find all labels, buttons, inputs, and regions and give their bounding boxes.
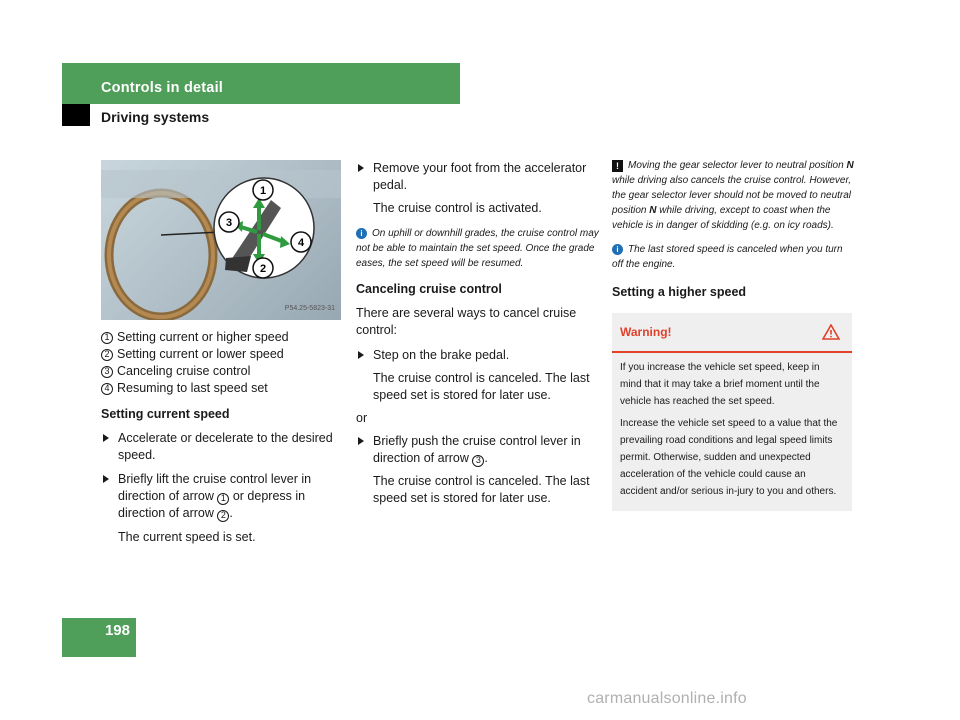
step-text: . (229, 506, 233, 520)
step-arrow-icon (358, 164, 364, 172)
step-arrow-icon (358, 437, 364, 445)
step-arrow-icon (103, 475, 109, 483)
figure-legend (101, 329, 345, 397)
figure-code: P54.25-5823-31 (284, 305, 335, 312)
legend-number: 3 (101, 366, 113, 378)
result-activated: The cruise control is activated. (373, 201, 542, 215)
heading-higher-speed: Setting a higher speed (612, 285, 747, 299)
legend-text: Setting current or lower speed (117, 347, 284, 361)
step-text: Remove your foot from the accelerator pedal. (373, 161, 587, 192)
page-number: 198 (62, 618, 136, 657)
result-canceled-1: The cruise control is canceled. The last speed set is stored for later use. (373, 371, 590, 402)
step-accelerate (101, 430, 345, 464)
legend-number: 1 (101, 332, 113, 344)
callout-2-label: 2 (259, 263, 267, 275)
column-1 (101, 160, 345, 546)
callout-1 (253, 180, 273, 200)
caution-note-neutral (612, 158, 854, 233)
note-text: On uphill or downhill grades, the cruise control may not be able to maintain the set speed. Once the grade eases, the set speed will be resumed. (356, 228, 599, 269)
caution-icon: ! (612, 160, 623, 172)
heading-canceling: Canceling cruise control (356, 282, 502, 296)
legend-number: 2 (101, 349, 113, 361)
note-text: The last stored speed is canceled when you turn off the engine. (612, 244, 843, 270)
heading-setting-current-speed: Setting current speed (101, 407, 230, 421)
callout-4 (291, 232, 311, 252)
inline-number: 2 (217, 510, 229, 522)
step-lift-lever (101, 471, 345, 522)
inline-number: 3 (472, 455, 484, 467)
legend-item (101, 329, 345, 346)
warning-box (612, 313, 852, 511)
or-separator: or (356, 411, 368, 425)
inline-number: 1 (217, 493, 229, 505)
step-text: Accelerate or decelerate to the desired speed. (118, 431, 333, 462)
warning-paragraph: Increase the vehicle set speed to a value that the prevailing road conditions and legal speed limits permit. Otherwise, sudden and unexpected acceleration of the vehicle could cause an accident and/or serious in-jury to you and others. (620, 418, 838, 497)
step-text: Step on the brake pedal. (373, 348, 510, 362)
info-icon: i (612, 244, 623, 255)
step-remove-foot (356, 160, 602, 194)
legend-item (101, 380, 345, 397)
subsection-title: Driving systems (101, 109, 210, 125)
gear-position-n: N (846, 160, 854, 171)
warning-body (612, 353, 852, 511)
column-2 (356, 160, 602, 507)
warning-title: Warning! (620, 324, 672, 339)
cancel-intro: There are several ways to cancel cruise control: (356, 306, 577, 337)
step-arrow-icon (358, 351, 364, 359)
gear-position-n: N (649, 205, 657, 216)
watermark: carmanualsonline.info (587, 690, 747, 707)
warning-header (612, 313, 852, 353)
note-text: while driving, except to coast when the vehicle is in danger of skidding (e.g. on icy roads). (612, 205, 834, 231)
cruise-control-figure (101, 160, 341, 320)
step-brake (356, 347, 602, 364)
callout-2 (253, 258, 273, 278)
header-marker (62, 104, 90, 126)
column-3 (612, 158, 854, 511)
result-canceled-2: The cruise control is canceled. The last speed set is stored for later use. (373, 474, 590, 505)
section-title: Controls in detail (101, 80, 224, 96)
legend-text: Resuming to last speed set (117, 381, 268, 395)
step-text: or depress in direction of arrow (118, 489, 306, 520)
legend-item (101, 363, 345, 380)
result-speed-set: The current speed is set. (118, 530, 256, 544)
callout-3-label: 3 (225, 217, 233, 229)
warning-triangle-icon (822, 324, 840, 340)
callout-4-label: 4 (297, 237, 305, 249)
step-text: Briefly lift the cruise control lever in direction of arrow (118, 472, 312, 503)
cockpit-illustration (101, 160, 341, 320)
step-text: Briefly push the cruise control lever in direction of arrow (373, 434, 581, 465)
callout-3 (219, 212, 239, 232)
legend-number: 4 (101, 383, 113, 395)
info-icon: i (356, 228, 367, 239)
legend-item (101, 346, 345, 363)
warning-paragraph: If you increase the vehicle set speed, keep in mind that it may take a brief moment until the vehicle has reached the set speed. (620, 362, 820, 407)
note-text: while driving also cancels the cruise control. However, the gear selector lever should not be moved to neutral position (612, 175, 852, 216)
note-text: Moving the gear selector lever to neutral position (628, 160, 847, 171)
legend-text: Canceling cruise control (117, 364, 251, 378)
step-push-lever (356, 433, 602, 467)
step-arrow-icon (103, 434, 109, 442)
callout-1-label: 1 (259, 185, 267, 197)
step-text: . (484, 451, 488, 465)
legend-text: Setting current or higher speed (117, 330, 289, 344)
info-note-grades (356, 226, 602, 271)
info-note-stored-speed (612, 242, 854, 272)
